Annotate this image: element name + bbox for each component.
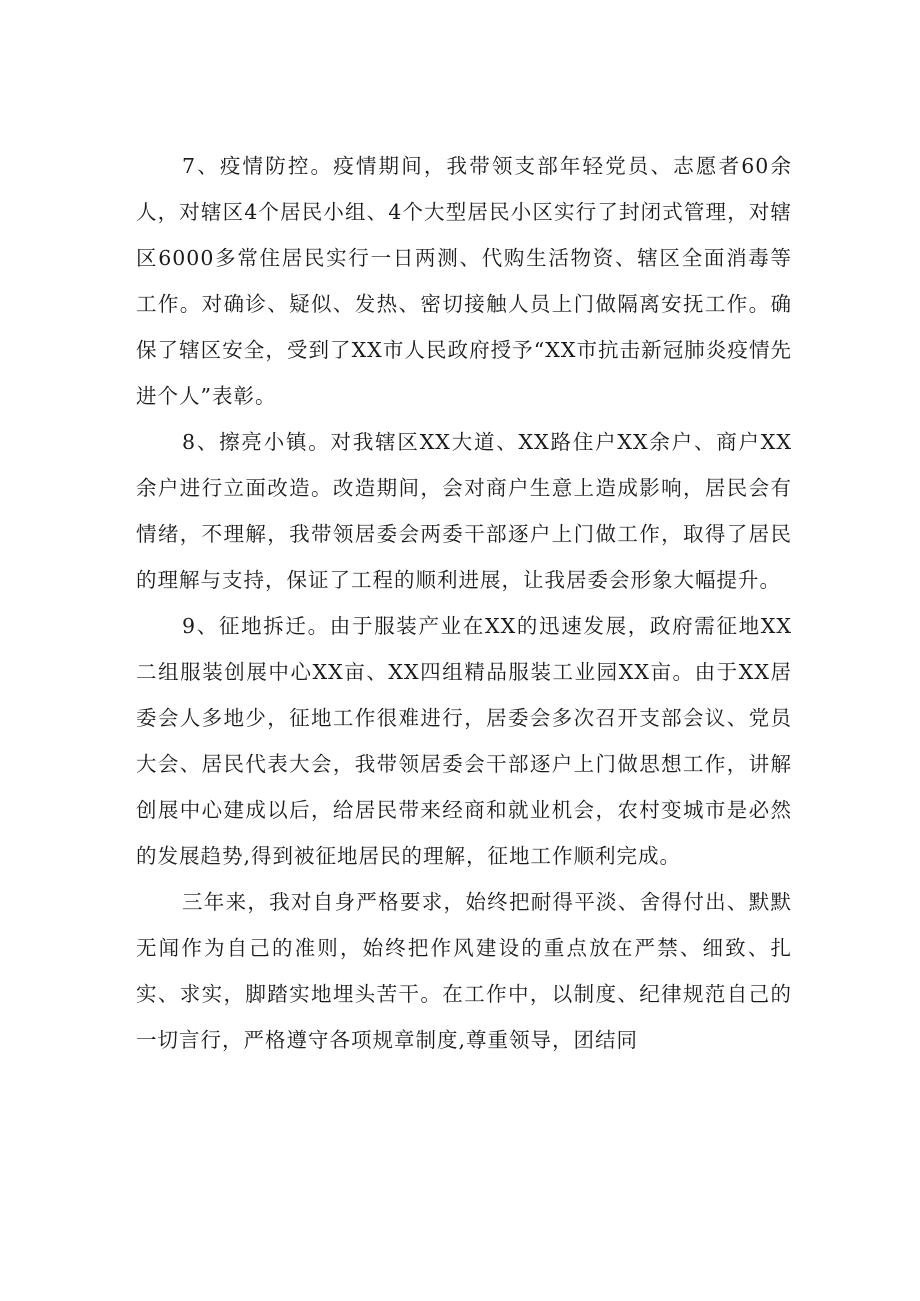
paragraph-town-renovation: 8、擦亮小镇。对我辖区XX大道、XX路住户XX余户、商户XX余户进行立面改造。改造期间，会对商户生意上造成影响，居民会有情绪，不理解，我带领居委会两委干部逐户上门做工作，取得了居民的理解与支持，保证了工程的顺利进展，让我居委会形象大幅提升。 — [136, 430, 792, 592]
paragraph-self-discipline: 三年来，我对自身严格要求，始终把耐得平淡、舍得付出、默默无闻作为自己的准则，始终把作风建设的重点放在严禁、细致、扎实、求实，脚踏实地埋头苦干。在工作中，以制度、纪律规范自己的一切言行，严格遵守各项规章制度,尊重领导，团结同 — [136, 890, 792, 1052]
paragraph-land-acquisition: 9、征地拆迁。由于服装产业在XX的迅速发展，政府需征地XX二组服装创展中心XX亩、XX四组精品服装工业园XX亩。由于XX居委会人多地少，征地工作很难进行，居委会多次召开支部会议、党员大会、居民代表大会，我带领居委会干部逐户上门做思想工作，讲解创展中心建成以后，给居民带来经商和就业机会，农村变城市是必然的发展趋势,得到被征地居民的理解，征地工作顺利完成。 — [136, 614, 792, 868]
paragraph-epidemic-prevention: 7、疫情防控。疫情期间，我带领支部年轻党员、志愿者60余人，对辖区4个居民小组、4个大型居民小区实行了封闭式管理，对辖区6000多常住居民实行一日两测、代购生活物资、辖区全面消毒等工作。对确诊、疑似、发热、密切接触人员上门做隔离安抚工作。确保了辖区安全，受到了XX市人民政府授予“XX市抗击新冠肺炎疫情先进个人”表彰。 — [136, 154, 792, 408]
document-body — [136, 143, 792, 1063]
